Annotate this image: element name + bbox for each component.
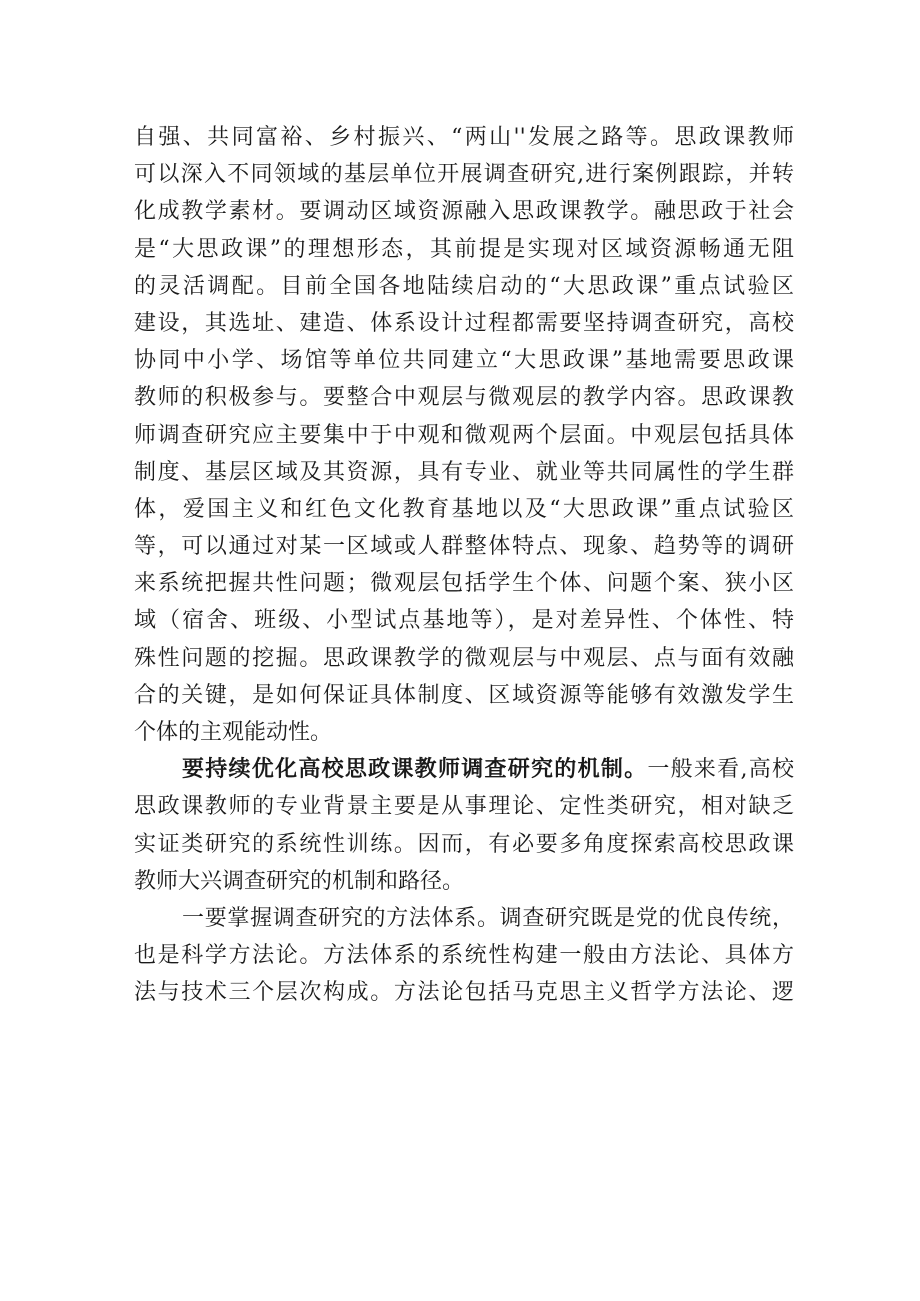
text-line: 体，爱国主义和红色文化教育基地以及“大思政课”重点试验区 <box>134 496 794 522</box>
text-line: 域（宿舍、班级、小型试点基地等），是对差异性、个体性、特 <box>134 608 794 634</box>
text-line: 的灵活调配。目前全国各地陆续启动的“大思政课”重点试验区 <box>134 273 794 299</box>
text-line: 制度、基层区域及其资源，具有专业、就业等共同属性的学生群 <box>134 459 794 485</box>
text-line <box>134 751 794 788</box>
text-line: 可以深入不同领域的基层单位开展调查研究,进行案例跟踪，并转 <box>134 162 794 188</box>
text-line: 是“大思政课”的理想形态，其前提是实现对区域资源畅通无阻 <box>134 236 794 262</box>
document-body <box>134 119 794 1012</box>
text-line: 来系统把握共性问题；微观层包括学生个体、问题个案、狭小区 <box>134 571 794 597</box>
text-line: 合的关键，是如何保证具体制度、区域资源等能够有效激发学生 <box>134 682 794 708</box>
paragraph-1 <box>134 119 794 751</box>
paragraph-heading: 要持续优化高校思政课教师调查研究的机制。 <box>182 757 648 783</box>
text-line: 师调查研究应主要集中于中观和微观两个层面。中观层包括具体 <box>134 422 794 448</box>
text-line: 教师大兴调查研究的机制和路径。 <box>134 868 465 894</box>
text-line: 一要掌握调查研究的方法体系。调查研究既是党的优良传统， <box>182 905 794 931</box>
text-line: 化成教学素材。要调动区域资源融入思政课教学。融思政于社会 <box>134 199 794 225</box>
text-line: 法与技术三个层次构成。方法论包括马克思主义哲学方法论、逻 <box>134 980 794 1006</box>
paragraph-3 <box>134 900 794 1012</box>
text-line: 实证类研究的系统性训练。因而，有必要多角度探索高校思政课 <box>134 831 794 857</box>
text-line: 思政课教师的专业背景主要是从事理论、定性类研究，相对缺乏 <box>134 794 794 820</box>
text-line: 建设，其选址、建造、体系设计过程都需要坚持调查研究，高校 <box>134 310 794 336</box>
text-line: 协同中小学、场馆等单位共同建立“大思政课”基地需要思政课 <box>134 348 794 374</box>
text-run: 一般来看,高校 <box>647 757 794 783</box>
text-line: 殊性问题的挖掘。思政课教学的微观层与中观层、点与面有效融 <box>134 645 794 671</box>
text-line: 教师的积极参与。要整合中观层与微观层的教学内容。思政课教 <box>134 385 794 411</box>
text-line: 也是科学方法论。方法体系的系统性构建一般由方法论、具体方 <box>134 943 794 969</box>
text-line: 个体的主观能动性。 <box>134 720 333 745</box>
text-line: 自强、共同富裕、乡村振兴、“两山''发展之路等。思政课教师 <box>134 125 794 150</box>
text-line: 等，可以通过对某一区域或人群整体特点、现象、趋势等的调研 <box>134 534 794 560</box>
paragraph-2 <box>134 751 794 900</box>
